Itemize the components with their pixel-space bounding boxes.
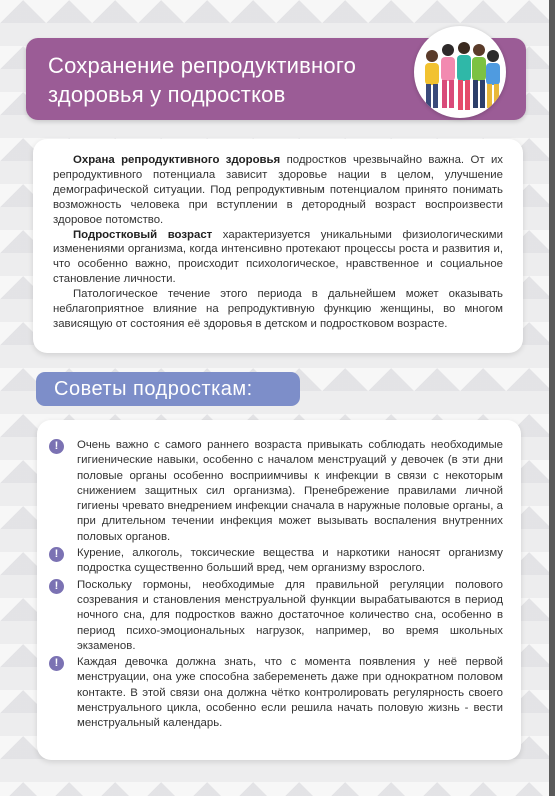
intro-paragraph-1-text: подростков чрезвычайно важна. От их репродуктивного потенциала зависит здоровье нации в целом, улучшение демографической ситуации. Под репродуктивным потенциалом принято понимать возможность человека при вступлении в детородный возраст воспроизвести здоровое потомство. <box>53 154 504 226</box>
tip-item <box>37 655 503 731</box>
intro-paragraph-1-bold: Охрана репродуктивного здоровья <box>73 154 281 166</box>
exclamation-icon: ! <box>49 656 64 671</box>
page-title: Сохранение репродуктивного здоровья у подростков <box>48 53 357 107</box>
exclamation-icon: ! <box>49 439 64 454</box>
intro-paragraph-3: Патологическое течение этого периода в дальнейшем может оказывать неблагоприятное влияние на репродуктивную функцию женщины, во многом зависящую от состояния её здоровья в детском и подростковом возрасте. <box>53 288 503 330</box>
intro-paragraph-1 <box>53 153 503 228</box>
exclamation-icon: ! <box>49 579 64 594</box>
tip-item <box>37 546 503 577</box>
tips-heading: Советы подросткам: <box>36 372 300 406</box>
tip-text: Курение, алкоголь, токсические вещества и наркотики наносят организму подростка существенно больший вред, чем организму взрослого. <box>77 547 503 575</box>
tip-text: Каждая девочка должна знать, что с момента появления у неё первой менструации, она уже способна забеременеть даже при однократном половом контакте. В этой связи она должна чётко контролировать регулярность своего менструального цикла, особенно если решила начать половую жизнь - вести менструальный календарь. <box>77 656 503 730</box>
tips-card <box>37 420 521 760</box>
tip-text: Очень важно с самого раннего возраста привыкать соблюдать необходимые гигиенические навыки, особенно с началом менструаций у девочек (в эти дни половые органы особенно восприимчивы к инфекции в связи с некоторым снижением защитных сил организма). Пренебрежение правилами личной гигиены чревато внедрением инфекции сначала в наружные половые органы, а при длительном течении инфекция может вызывать воспаления внутренних половых органов. <box>77 439 503 543</box>
tip-item <box>37 438 503 545</box>
exclamation-icon: ! <box>49 547 64 562</box>
intro-card <box>33 139 523 353</box>
page-edge <box>549 0 555 796</box>
intro-paragraph-2-bold: Подростковый возраст <box>73 228 213 241</box>
tip-text: Поскольку гормоны, необходимые для правильной регуляции полового созревания и становления менструальной функции вырабатываются в период ночного сна, для подростков важно достаточное количество сна, особенно в период психо-эмоциональных нагрузок, например, во время школьных экзаменов. <box>77 578 503 652</box>
tip-item <box>37 578 503 654</box>
intro-paragraph-2-text: характеризуется уникальными физиологическими изменениями организма, когда интенсивно протекают процессы роста и развития и, что особенно важно, происходит психологическое, нравственное и социальное становление личности. <box>53 228 503 286</box>
intro-paragraph-2 <box>53 228 503 288</box>
people-illustration <box>414 26 506 118</box>
people-icon <box>414 26 506 118</box>
